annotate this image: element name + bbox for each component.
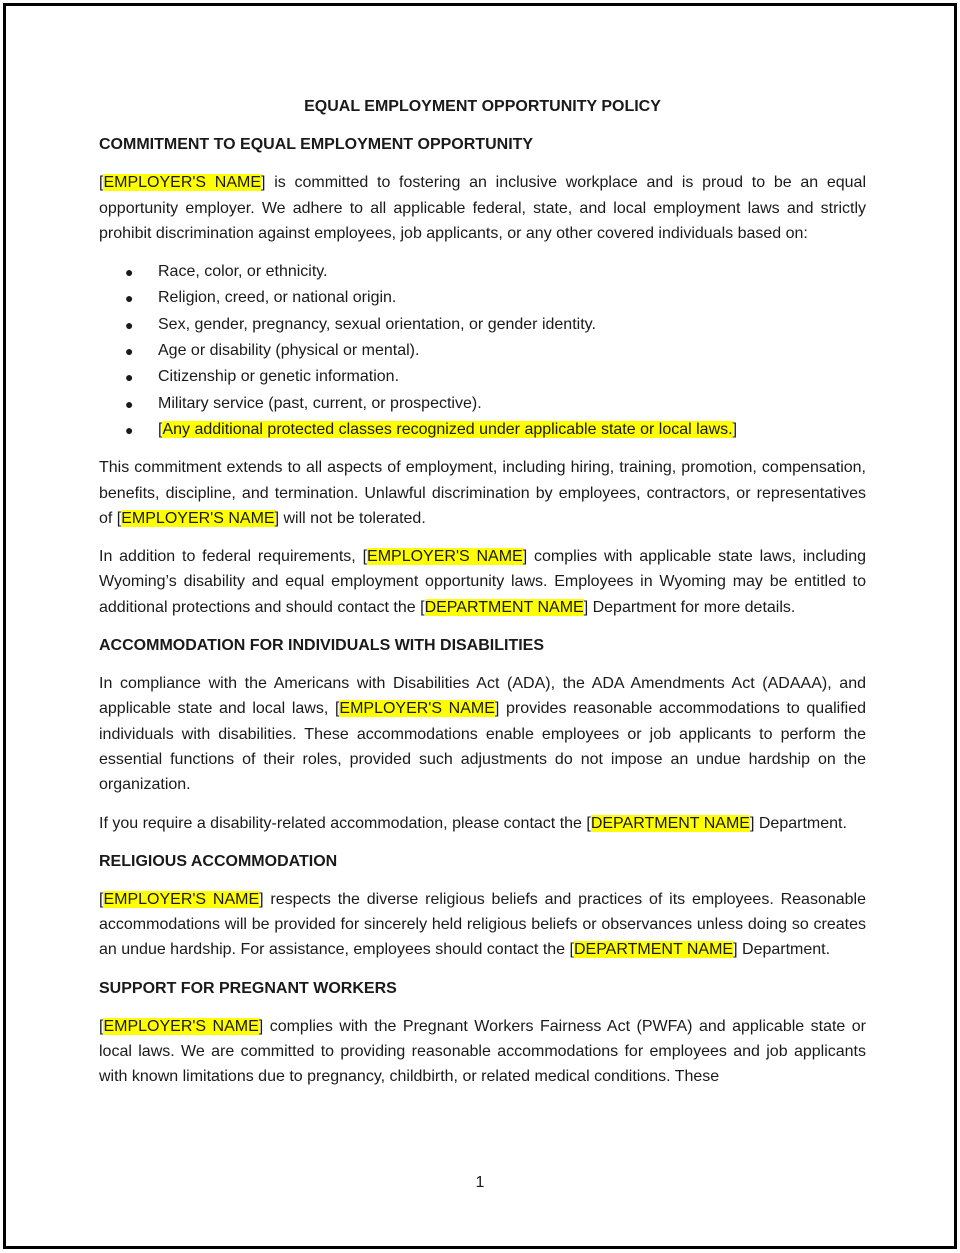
department-name-placeholder: DEPARTMENT NAME (590, 814, 750, 832)
section-heading-religious: RELIGIOUS ACCOMMODATION (99, 852, 338, 870)
commitment-intro-paragraph: [EMPLOYER'S NAME] is committed to fostering an inclusive workplace and is proud to be an equal opportunity employer. We adhere to all applicable federal, state, and local employment laws and strictly prohibit discrimination against employees, job applicants, or any other covered individuals based on: (99, 174, 867, 242)
scope-text: This commitment extends to all aspects of employment, including hiring, training, promotion, compensation, benefits, discipline, and termination. Unlawful discrimination by employees, contractors, or representatives of (99, 459, 866, 527)
disabilities-text: In compliance with the Americans with Disabilities Act (ADA), the ADA Amendments Act (ADAAA), and applicable state and local laws, (99, 675, 866, 718)
employer-name-placeholder: EMPLOYER'S NAME (339, 700, 495, 718)
section-heading-disabilities: ACCOMMODATION FOR INDIVIDUALS WITH DISABILITIES (99, 637, 545, 655)
bullet-icon: ● (125, 369, 134, 386)
protected-classes-list (99, 259, 866, 443)
religious-text-end: Department. (737, 941, 831, 959)
commitment-scope-paragraph: This commitment extends to all aspects of employment, including hiring, training, promotion, compensation, benefits, discipline, and termination. Unlawful discrimination by employees, contractors, or representatives of [EMPLOYER'S NAME] will not be tolerated. (99, 459, 866, 527)
list-item (99, 259, 866, 285)
bullet-icon: ● (125, 343, 134, 360)
list-item (99, 391, 866, 417)
list-item-text: Race, color, or ethnicity. (158, 263, 328, 281)
disabilities-text-end: provides reasonable accommodations to qualified individuals with disabilities. These accommodations enable employees or job applicants to perform the essential functions of their roles, provided such adjustments do not impose an undue hardship on the organization. (99, 700, 867, 794)
list-item (99, 312, 866, 338)
section-heading-commitment: COMMITMENT TO EQUAL EMPLOYMENT OPPORTUNITY (99, 136, 534, 154)
commitment-intro-text: is committed to fostering an inclusive workplace and is proud to be an equal opportunity employer. We adhere to all applicable federal, state, and local employment laws and strictly prohibit discrimination against employees, job applicants, or any other covered individuals based on: (99, 174, 867, 242)
disability-contact-paragraph: If you require a disability-related accommodation, please contact the [DEPARTMENT NAME] Department. (99, 814, 847, 832)
department-name-placeholder: DEPARTMENT NAME (573, 941, 734, 959)
pregnant-text: complies with the Pregnant Workers Fairness Act (PWFA) and applicable state or local laws. We are committed to providing reasonable accommodations for employees and job applicants with known limitations due to pregnancy, childbirth, or related medical conditions. These (99, 1017, 866, 1086)
disabilities-paragraph: In compliance with the Americans with Disabilities Act (ADA), the ADA Amendments Act (ADAAA), and applicable state and local laws, [EMPLOYER'S NAME] provides reasonable accommodations to qualified individuals with disabilities. These accommodations enable employees or job applicants to perform the essential functions of their roles, provided such adjustments do not impose an undue hardship on the organization. (99, 675, 867, 794)
section-heading-pregnant: SUPPORT FOR PREGNANT WORKERS (99, 979, 397, 997)
state-text: In addition to federal requirements, (99, 548, 363, 566)
employer-name-placeholder: EMPLOYER'S NAME (103, 1017, 259, 1035)
document-page (3, 3, 957, 1249)
state-text-mid: complies with applicable state laws, including Wyoming’s disability and equal employment opportunity laws. Employees in Wyoming may be entitled to additional protections and should contact the (99, 548, 867, 616)
department-name-placeholder: DEPARTMENT NAME (424, 598, 584, 616)
employer-name-placeholder: EMPLOYER'S NAME (103, 890, 260, 908)
list-item-text: Religion, creed, or national origin. (158, 289, 397, 307)
list-item-text: Age or disability (physical or mental). (158, 342, 420, 360)
list-item (99, 338, 866, 364)
bullet-icon: ● (125, 316, 134, 333)
pregnant-paragraph: [EMPLOYER'S NAME] complies with the Pregnant Workers Fairness Act (PWFA) and applicable state or local laws. We are committed to providing reasonable accommodations for employees and job applicants with known limitations due to pregnancy, childbirth, or related medical conditions. These (99, 1017, 866, 1086)
list-item-text: Sex, gender, pregnancy, sexual orientation, or gender identity. (158, 315, 596, 333)
document-title: EQUAL EMPLOYMENT OPPORTUNITY POLICY (304, 98, 661, 115)
bullet-icon: ● (125, 290, 134, 307)
list-item (99, 364, 866, 390)
state-law-paragraph: In addition to federal requirements, [EMPLOYER'S NAME] complies with applicable state laws, including Wyoming’s disability and equal employment opportunity laws. Employees in Wyoming may be entitled to additional protections and should contact the [DEPARTMENT NAME] Department for more details. (99, 548, 867, 616)
religious-text: respects the diverse religious beliefs and practices of its employees. Reasonable accommodations will be provided for sincerely held religious beliefs or observances unless doing so creates an undue hardship. For assistance, employees should contact the (99, 890, 866, 959)
employer-name-placeholder: EMPLOYER'S NAME (367, 548, 523, 566)
contact-text-end: Department. (754, 814, 847, 832)
document-body (99, 94, 866, 1103)
bullet-icon: ● (125, 264, 134, 281)
employer-name-placeholder: EMPLOYER'S NAME (103, 174, 262, 192)
religious-paragraph: [EMPLOYER'S NAME] respects the diverse religious beliefs and practices of its employees. Reasonable accommodations will be provided for sincerely held religious beliefs or observances unless doing so creates an undue hardship. For assistance, employees should contact the [DEPARTMENT NAME] Department. (99, 890, 866, 959)
state-text-end: Department for more details. (588, 598, 796, 616)
scope-text-end: will not be tolerated. (279, 509, 426, 527)
list-item: ● [Any additional protected classes recognized under applicable state or local laws.] (99, 417, 866, 443)
list-item-text: Citizenship or genetic information. (158, 368, 400, 386)
bullet-icon: ● (125, 421, 134, 438)
additional-classes-placeholder: Any additional protected classes recognized under applicable state or local laws. (162, 420, 733, 438)
list-item-text: Military service (past, current, or prospective). (158, 394, 482, 412)
list-item (99, 285, 866, 311)
contact-text: If you require a disability-related accommodation, please contact the (99, 814, 587, 832)
employer-name-placeholder: EMPLOYER'S NAME (121, 509, 275, 527)
page-number: 1 (475, 1174, 485, 1191)
bullet-icon: ● (125, 395, 134, 412)
